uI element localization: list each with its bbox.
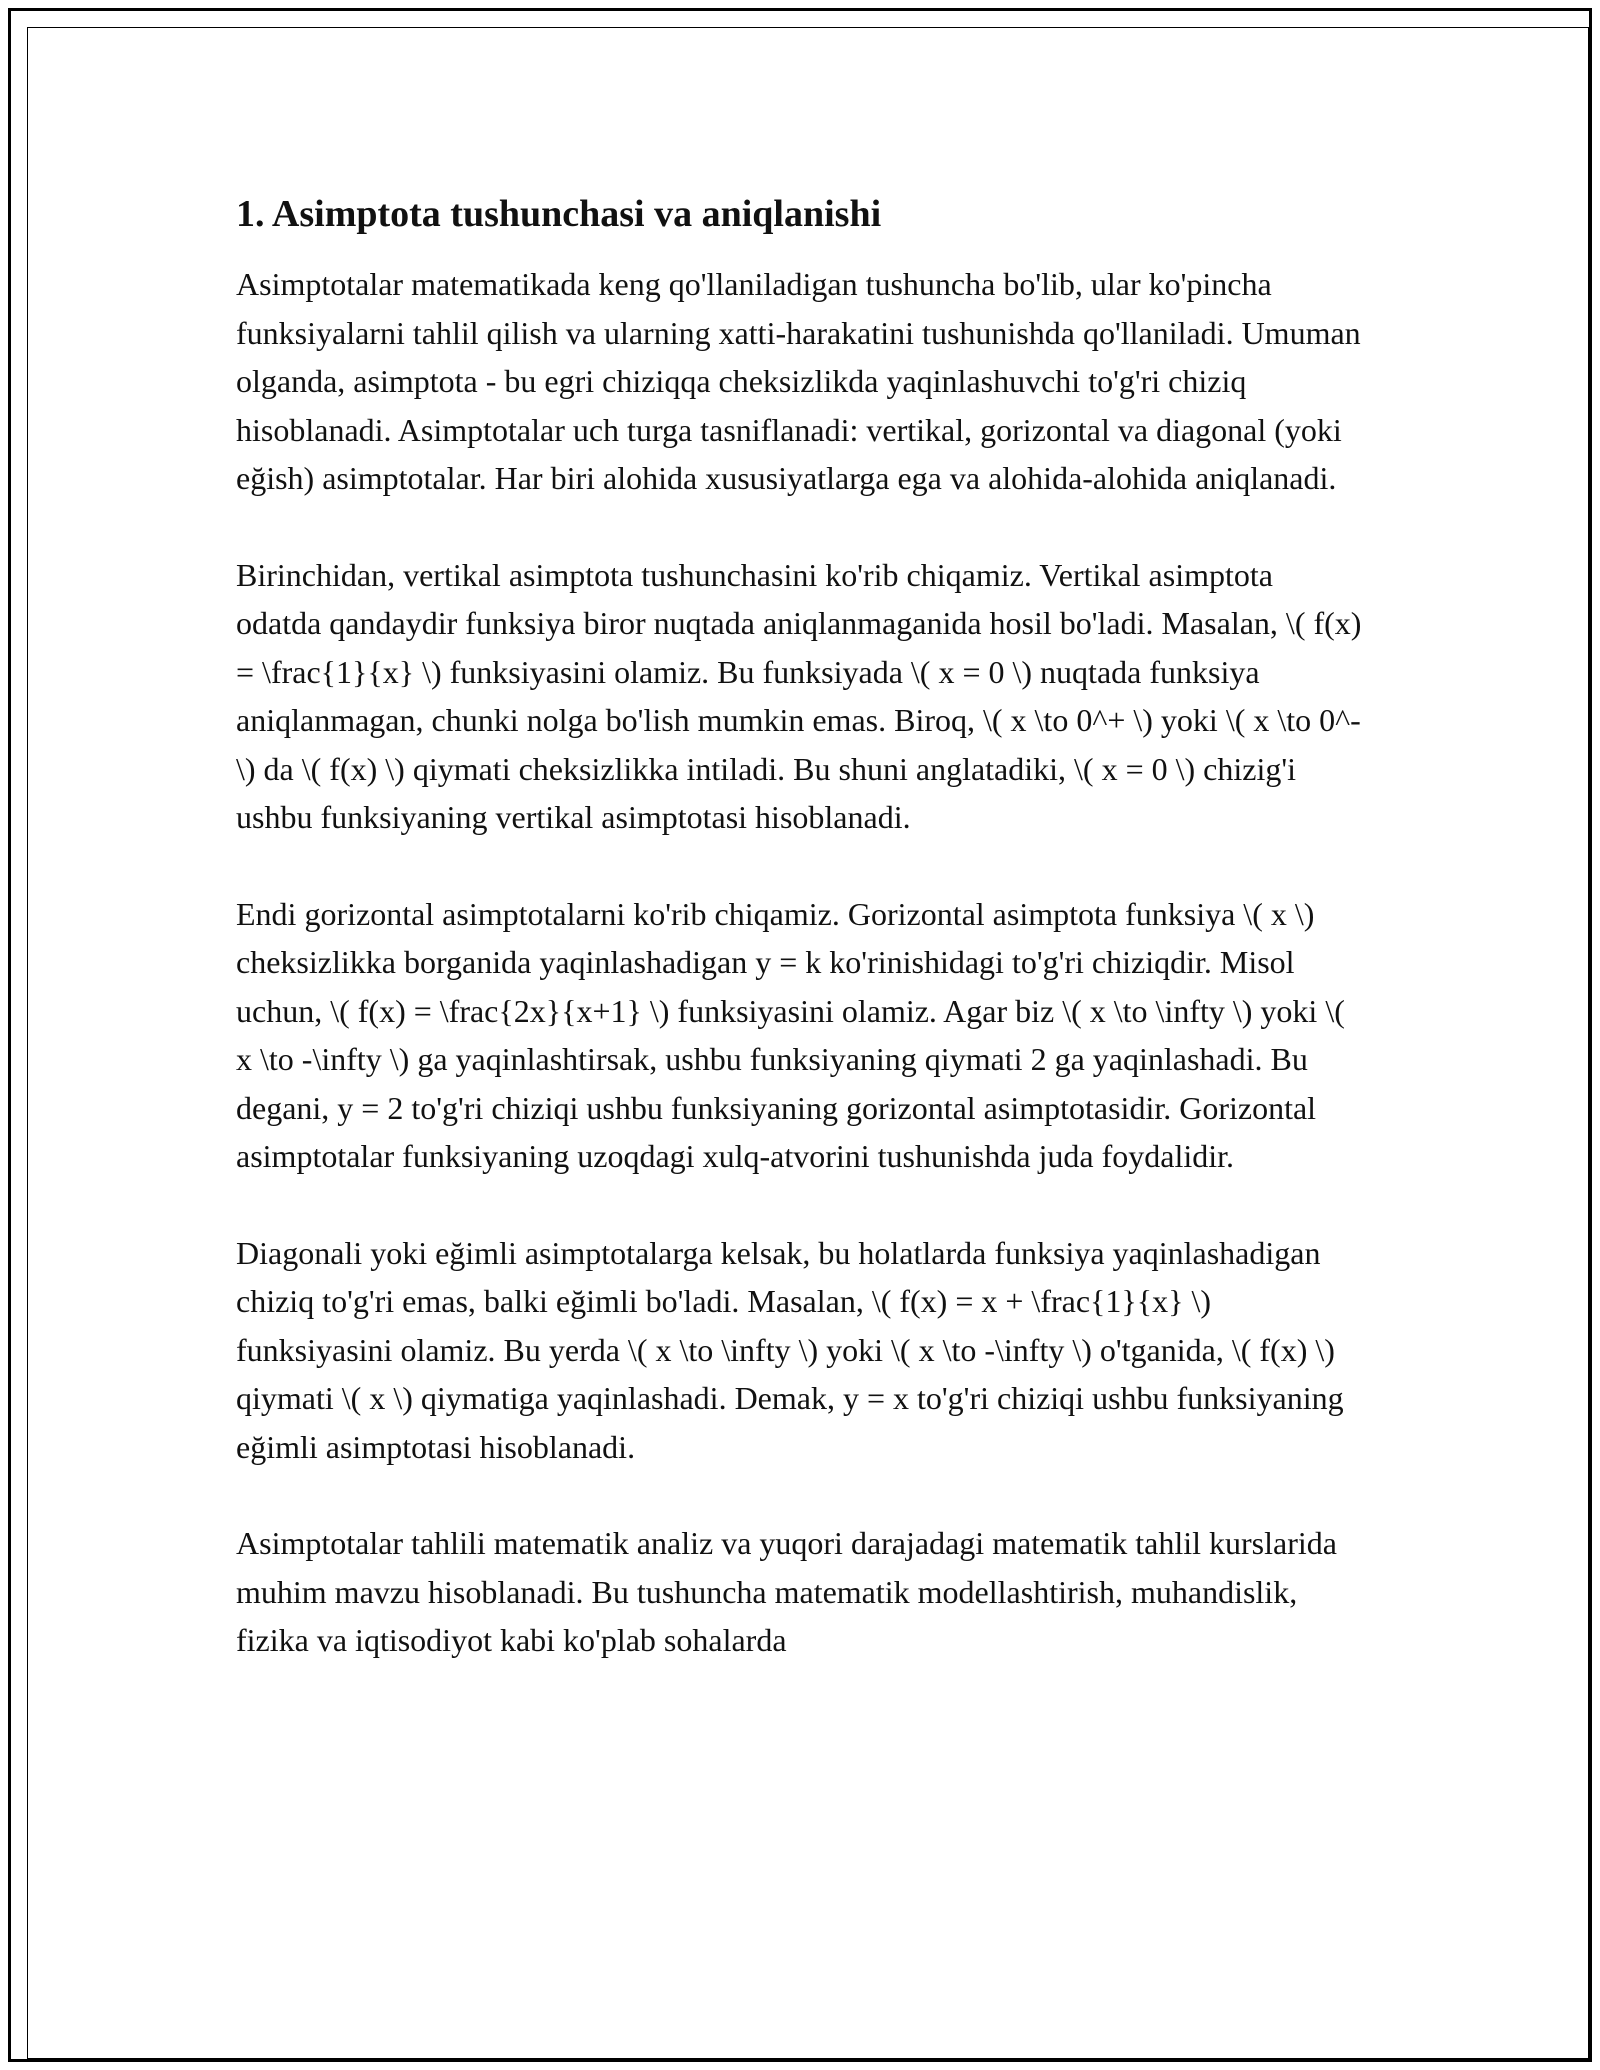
paragraph-oblique-asymptote: Diagonali yoki eğimli asimptotalarga kelsak, bu holatlarda funksiya yaqinlashadigan chiziq to'g'ri emas, balki eğimli bo'ladi. Masalan, \( f(x) = x + \frac{1}{x} \) funksiyasini olamiz. Bu yerda \( x \to \infty \) yoki \( x \to -\infty \) o'tganida, \( f(x) \) qiymati \( x \) qiymatiga yaqinlashadi. Demak, y = x to'g'ri chiziqi ushbu funksiyaning eğimli asimptotasi hisoblanadi. xyxy=(236,1234,1344,1465)
paragraph-horizontal-asymptote: Endi gorizontal asimptotalarni ko'rib chiqamiz. Gorizontal asimptota funksiya \( x \) cheksizlikka borganida yaqinlashadigan y = k ko'rinishidagi to'g'ri chiziqdir. Misol uchun, \( f(x) = \frac{2x}{x+1} \) funksiyasini olamiz. Agar biz \( x \to \infty \) yoki \( x \to -\infty \) ga yaqinlashtirsak, ushbu funksiyaning qiymati 2 ga yaqinlashadi. Bu degani, y = 2 to'g'ri chiziqi ushbu funksiyaning gorizontal asimptotasidir. Gorizontal asimptotalar funksiyaning uzoqdagi xulq-atvorini tushunishda juda foydalidir. xyxy=(236,895,1345,1174)
document-body xyxy=(236,190,1366,1713)
paragraph-intro: Asimptotalar matematikada keng qo'llaniladigan tushuncha bo'lib, ular ko'pincha funksiyalarni tahlil qilish va ularning xatti-harakatini tushunishda qo'llaniladi. Umuman olganda, asimptota - bu egri chiziqqa cheksizlikda yaqinlashuvchi to'g'ri chiziq hisoblanadi. Asimptotalar uch turga tasniflanadi: vertikal, gorizontal va diagonal (yoki eğish) asimptotalar. Har biri alohida xususiyatlarga ega va alohida-alohida aniqlanadi. xyxy=(236,266,1361,496)
paragraph-vertical-asymptote: Birinchidan, vertikal asimptota tushunchasini ko'rib chiqamiz. Vertikal asimptota odatda qandaydir funksiya biror nuqtada aniqlanmaganida hosil bo'ladi. Masalan, \( f(x) = \frac{1}{x} \) funksiyasini olamiz. Bu funksiyada \( x = 0 \) nuqtada funksiya aniqlanmagan, chunki nolga bo'lish mumkin emas. Biroq, \( x \to 0^+ \) yoki \( x \to 0^- \) da \( f(x) \) qiymati cheksizlikka intiladi. Bu shuni anglatadiki, \( x = 0 \) chizig'i ushbu funksiyaning vertikal asimptotasi hisoblanadi. xyxy=(236,556,1362,835)
section-heading: 1. Asimptota tushunchasi va aniqlanishi xyxy=(236,193,882,235)
paragraph-applications: Asimptotalar tahlili matematik analiz va yuqori darajadagi matematik tahlil kurslarida muhim mavzu hisoblanadi. Bu tushuncha matematik modellashtirish, muhandislik, fizika va iqtisodiyot kabi ko'plab sohalarda xyxy=(236,1525,1337,1658)
